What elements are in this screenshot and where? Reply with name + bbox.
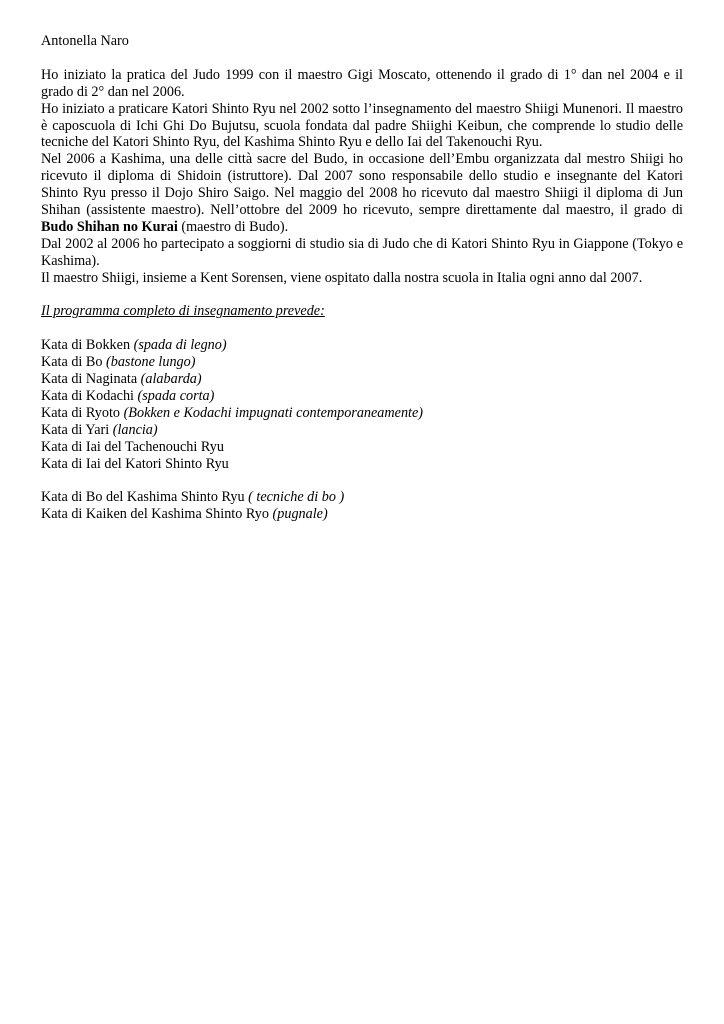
kata-name: Kata di Bokken <box>41 337 134 354</box>
bio-rank-title: Budo Shihan no Kurai <box>41 218 178 235</box>
kata-item <box>41 405 683 422</box>
kata-note: (alabarda) <box>140 371 202 388</box>
kata-note: (bastone lungo) <box>106 354 196 371</box>
kata-note: (lancia) <box>112 421 158 438</box>
program-heading: Il programma completo di insegnamento prevede: <box>41 303 325 320</box>
kata-name: Kata di Iai del Katori Shinto Ryu <box>41 455 229 472</box>
kata-name: Kata di Naginata <box>41 371 141 388</box>
author-name: Antonella Naro <box>41 33 129 49</box>
bio-paragraph-japan-trips: Dal 2002 al 2006 ho partecipato a soggiorni di studio sia di Judo che di Katori Shinto Ryu in Giappone (Tokyo e Kashima). <box>41 235 683 269</box>
bio-paragraph-kashima <box>41 151 683 236</box>
kata-item <box>41 439 683 456</box>
bio-text: Nel 2006 a Kashima, una delle città sacre del Budo, in occasione dell’Embu organizzata dal mestro Shiigi ho ricevuto il diploma di Shidoin (istruttore). Dal 2007 sono responsabile dello studio e insegnante del Katori Shinto Ryu presso il Dojo Shiro Saigo. Nel maggio del 2008 ho ricevuto dal maestro Shiigi il diploma di Jun Shihan (assistente maestro). Nell’ottobre del 2009 ho ricevuto, sempre direttamente dal maestro, il grado di <box>41 151 683 219</box>
kata-list <box>41 337 683 472</box>
kata-name: Kata di Bo del Kashima Shinto Ryu <box>41 489 249 506</box>
bio-paragraph-judo: Ho iniziato la pratica del Judo 1999 con il maestro Gigi Moscato, ottenendo il grado di 1° dan nel 2004 e il grado di 2° dan nel 2006. <box>41 66 683 100</box>
biography <box>41 67 683 287</box>
kata-name: Kata di Kodachi <box>41 387 138 404</box>
bio-paragraph-katori: Ho iniziato a praticare Katori Shinto Ryu nel 2002 sotto l’insegnamento del maestro Shiigi Munenori. Il maestro è caposcuola di Ichi Ghi Do Bujutsu, scuola fondata dal padre Shiighi Keibun, che comprende lo studio delle tecniche del Katori Shinto Ryu, del Kashima Shinto Ryu e dello Iai del Takenouchi Ryu. <box>41 100 683 151</box>
kata-note: (Bokken e Kodachi impugnati contemporaneamente) <box>123 404 424 421</box>
kata-item <box>41 371 683 388</box>
kata-item <box>41 506 683 523</box>
kata-item <box>41 422 683 439</box>
kata-name: Kata di Kaiken del Kashima Shinto Ryo <box>41 506 273 523</box>
kata-item <box>41 456 683 473</box>
kata-list-kashima <box>41 489 683 523</box>
kata-note: (spada corta) <box>137 387 215 404</box>
kata-note: (pugnale) <box>272 506 328 523</box>
bio-text: (maestro di Budo). <box>177 218 289 235</box>
kata-item <box>41 489 683 506</box>
kata-name: Kata di Ryoto <box>41 404 124 421</box>
document-page <box>41 33 683 523</box>
kata-name: Kata di Yari <box>41 421 113 438</box>
kata-item <box>41 354 683 371</box>
kata-item <box>41 337 683 354</box>
kata-name: Kata di Iai del Tachenouchi Ryu <box>41 438 224 455</box>
kata-item <box>41 388 683 405</box>
kata-note: (spada di legno) <box>133 337 227 354</box>
kata-note: ( tecniche di bo ) <box>248 489 345 506</box>
bio-paragraph-guests: Il maestro Shiigi, insieme a Kent Sorensen, viene ospitato dalla nostra scuola in Italia ogni anno dal 2007. <box>41 269 643 286</box>
kata-name: Kata di Bo <box>41 354 107 371</box>
